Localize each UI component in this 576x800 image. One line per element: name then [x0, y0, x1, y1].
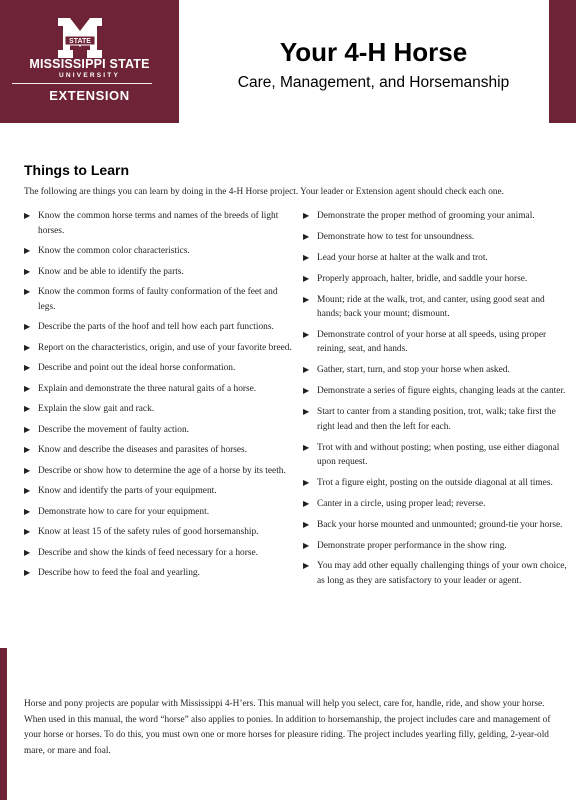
list-item: ▶ Demonstrate how to care for your equipment. — [24, 505, 292, 520]
msu-m-logo-icon — [57, 18, 103, 58]
triangle-bullet-icon: ▶ — [303, 498, 310, 508]
list-item: ▶ Demonstrate how to test for unsoundness. — [303, 230, 567, 245]
triangle-bullet-icon: ▶ — [24, 568, 31, 577]
section-heading: Things to Learn — [24, 162, 129, 178]
logo-extension-label: EXTENSION — [49, 88, 130, 103]
triangle-bullet-icon: ▶ — [303, 386, 310, 396]
list-item: ▶ Demonstrate control of your horse at all speeds, using proper reining, seat, and hands. — [303, 328, 567, 357]
list-item: ▶ You may add other equally challenging things of your own choice, as long as they are satisfactory to your leader or agent. — [303, 559, 567, 588]
triangle-bullet-icon: ▶ — [24, 383, 31, 393]
list-item: ▶ Demonstrate a series of figure eights, changing leads at the canter. — [303, 384, 567, 399]
list-item: ▶ Know and identify the parts of your equipment. — [24, 484, 292, 499]
triangle-bullet-icon: ▶ — [303, 329, 310, 339]
triangle-bullet-icon: ▶ — [24, 342, 31, 352]
list-item: ▶ Back your horse mounted and unmounted; ground-tie your horse. — [303, 518, 567, 533]
triangle-bullet-icon: ▶ — [24, 287, 31, 296]
triangle-bullet-icon: ▶ — [303, 442, 310, 452]
list-item: ▶ Canter in a circle, using proper lead; reverse. — [303, 497, 567, 512]
header-accent-bar — [549, 0, 576, 123]
list-item: ▶ Know the common horse terms and names of the breeds of light horses. — [24, 209, 292, 238]
list-item: ▶ Trot with and without posting; when posting, use either diagonal upon request. — [303, 441, 567, 470]
triangle-bullet-icon: ▶ — [303, 561, 310, 571]
triangle-bullet-icon: ▶ — [24, 465, 31, 475]
list-item: ▶ Trot a figure eight, posting on the outside diagonal at all times. — [303, 476, 567, 491]
triangle-bullet-icon: ▶ — [303, 231, 310, 241]
logo-university-label: UNIVERSITY — [58, 72, 120, 79]
triangle-bullet-icon: ▶ — [303, 252, 310, 262]
project-overview-paragraph: Horse and pony projects are popular with Mississippi 4-H’ers. This manual will help you select, care for, handle, ride, and show your horse. When used in this manual, the word “horse” also applies to ponies. In addition to horsemanship, the project includes care and management of your horse or horses. To do this, you must own one or more horses for pleasure riding. The project includes yearling filly, gelding, 2-year-old mare, or mare and foal. — [24, 699, 551, 756]
list-item: ▶ Know at least 15 of the safety rules of good horsemanship. — [24, 525, 292, 540]
triangle-bullet-icon: ▶ — [24, 547, 31, 557]
triangle-bullet-icon: ▶ — [24, 211, 31, 220]
list-item: ▶ Know the common color characteristics. — [24, 244, 292, 259]
list-item: ▶ Report on the characteristics, origin, and use of your favorite breed. — [24, 341, 292, 356]
list-item: ▶ Describe the movement of faulty action. — [24, 423, 292, 438]
triangle-bullet-icon: ▶ — [24, 404, 31, 413]
triangle-bullet-icon: ▶ — [24, 322, 31, 331]
triangle-bullet-icon: ▶ — [303, 407, 310, 417]
page-title: Your 4-H Horse — [279, 37, 468, 67]
triangle-bullet-icon: ▶ — [24, 486, 31, 495]
triangle-bullet-icon: ▶ — [24, 527, 31, 536]
list-item: ▶ Describe the parts of the hoof and tell how each part functions. — [24, 320, 292, 335]
list-item: ▶ Explain and demonstrate the three natural gaits of a horse. — [24, 382, 292, 397]
list-item: ▶ Start to canter from a standing position, trot, walk; take first the right lead and then the left for each. — [303, 405, 567, 434]
right-checklist — [303, 209, 567, 588]
triangle-bullet-icon: ▶ — [303, 477, 310, 487]
triangle-bullet-icon: ▶ — [24, 445, 31, 454]
triangle-bullet-icon: ▶ — [24, 246, 31, 255]
list-item: ▶ Know and describe the diseases and parasites of horses. — [24, 443, 292, 458]
list-item: ▶ Demonstrate proper performance in the show ring. — [303, 539, 567, 554]
list-item: ▶ Describe how to feed the foal and yearling. — [24, 566, 292, 581]
triangle-bullet-icon: ▶ — [303, 519, 310, 529]
triangle-bullet-icon: ▶ — [24, 506, 31, 516]
list-item: ▶ Describe or show how to determine the age of a horse by its teeth. — [24, 464, 292, 479]
list-item: ▶ Explain the slow gait and rack. — [24, 402, 292, 417]
list-item: ▶ Describe and point out the ideal horse conformation. — [24, 361, 292, 376]
extension-logo-block — [0, 0, 179, 123]
logo-divider — [12, 83, 152, 84]
logo-seal-text: STATE — [69, 38, 91, 45]
intro-paragraph: The following are things you can learn by doing in the 4-H Horse project. Your leader or Extension agent should check each one. — [24, 187, 504, 197]
list-item: ▶ Gather, start, turn, and stop your horse when asked. — [303, 363, 567, 378]
triangle-bullet-icon: ▶ — [303, 294, 310, 304]
logo-university-name: MISSISSIPPI STATE — [29, 57, 150, 71]
triangle-bullet-icon: ▶ — [24, 266, 31, 276]
list-item: ▶ Lead your horse at halter at the walk and trot. — [303, 251, 567, 266]
list-item: ▶ Demonstrate the proper method of grooming your animal. — [303, 209, 567, 224]
triangle-bullet-icon: ▶ — [303, 273, 310, 283]
page-subtitle: Care, Management, and Horsemanship — [237, 74, 510, 91]
triangle-bullet-icon: ▶ — [303, 540, 310, 550]
left-checklist — [24, 209, 292, 581]
list-item: ▶ Describe and show the kinds of feed necessary for a horse. — [24, 546, 292, 561]
triangle-bullet-icon: ▶ — [24, 363, 31, 372]
footer-accent-bar — [0, 648, 7, 800]
triangle-bullet-icon: ▶ — [303, 365, 310, 375]
triangle-bullet-icon: ▶ — [24, 424, 31, 434]
triangle-bullet-icon: ▶ — [303, 211, 310, 220]
list-item: ▶ Know the common forms of faulty conformation of the feet and legs. — [24, 285, 292, 314]
list-item: ▶ Properly approach, halter, bridle, and saddle your horse. — [303, 272, 567, 287]
list-item: ▶ Know and be able to identify the parts. — [24, 265, 292, 280]
list-item: ▶ Mount; ride at the walk, trot, and canter, using good seat and hands; back your mount; dismount. — [303, 293, 567, 322]
